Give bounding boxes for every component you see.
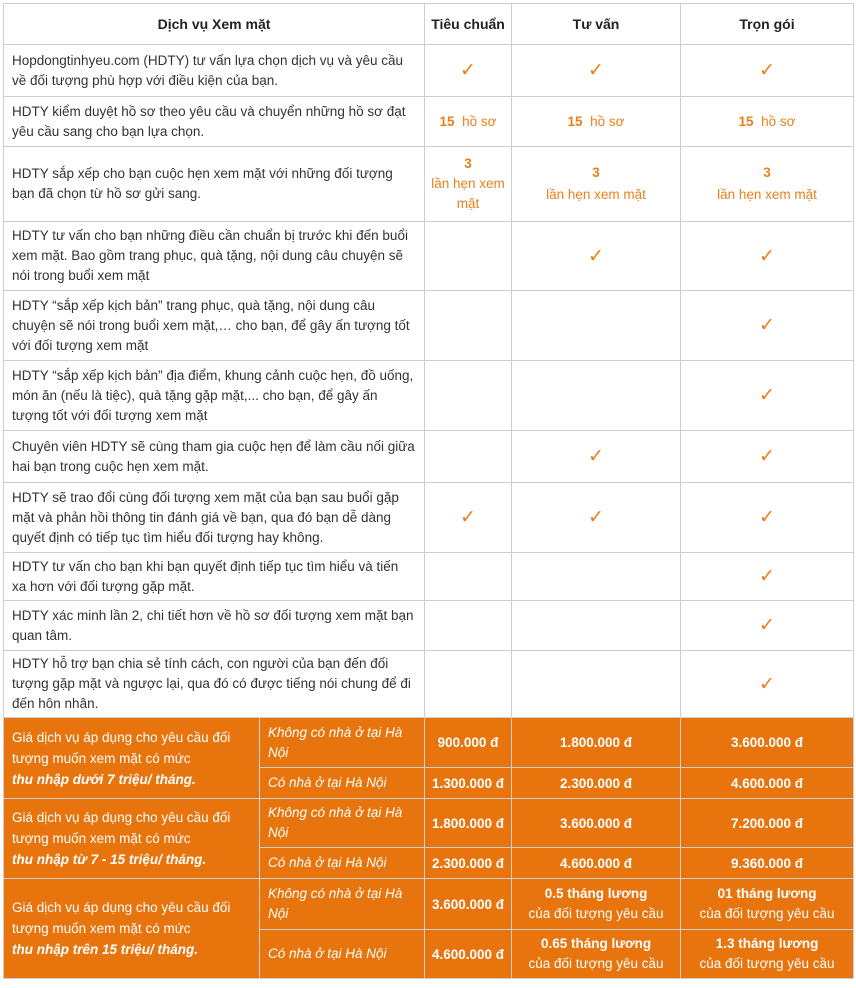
- price-package: 7.200.000 đ: [681, 799, 854, 848]
- price-package: 4.600.000 đ: [681, 768, 854, 799]
- row-description: HDTY kiểm duyệt hồ sơ theo yêu cầu và chuyển những hồ sơ đạt yêu cầu sang cho bạn lựa chọn.: [4, 97, 425, 147]
- price-consult: 1.800.000 đ: [512, 718, 681, 768]
- salary-sub: của đối tượng yêu cầu: [528, 956, 664, 971]
- table-row: [4, 97, 854, 147]
- table-row: [4, 651, 854, 718]
- profile-unit: hồ sơ: [590, 114, 625, 129]
- row-description: HDTY hỗ trợ bạn chia sẻ tính cách, con người của bạn đến đối tượng gặp mặt và ngược lại, qua đó có được tiếng nói chung để đi đến hôn nhân.: [4, 651, 425, 718]
- price-group-label: [4, 879, 260, 979]
- price-group-text: Giá dịch vụ áp dụng cho yêu cầu đối tượng muốn xem mặt có mức: [12, 810, 231, 846]
- price-consult: 3.600.000 đ: [512, 799, 681, 848]
- check-icon: ✓: [588, 446, 604, 467]
- condition-house: Có nhà ở tại Hà Nội: [260, 848, 425, 879]
- income-level: thu nhập dưới 7 triệu/ tháng.: [12, 771, 196, 787]
- table-row: [4, 291, 854, 361]
- price-package: 3.600.000 đ: [681, 718, 854, 768]
- table-row: [4, 553, 854, 601]
- row-description: HDTY sắp xếp cho bạn cuộc hẹn xem mặt với những đối tượng bạn đã chọn từ hồ sơ gửi sang.: [4, 147, 425, 222]
- table-header-row: [4, 4, 854, 45]
- table-row: [4, 45, 854, 97]
- check-icon: ✓: [759, 60, 775, 81]
- check-icon: ✓: [588, 507, 604, 528]
- income-level: thu nhập từ 7 - 15 triệu/ tháng.: [12, 852, 207, 867]
- check-icon: ✓: [588, 60, 604, 81]
- price-consult: 2.300.000 đ: [512, 768, 681, 799]
- price-consult: 4.600.000 đ: [512, 848, 681, 879]
- price-standard: 1.800.000 đ: [425, 799, 512, 848]
- price-package: [681, 879, 854, 930]
- row-description: Chuyên viên HDTY sẽ cùng tham gia cuộc hẹn để làm cầu nối giữa hai bạn trong cuộc hẹn xem mặt.: [4, 431, 425, 483]
- meeting-unit: lần hẹn xem mặt: [431, 176, 505, 211]
- price-consult: [512, 930, 681, 979]
- price-row: [4, 879, 854, 930]
- meeting-unit: lần hẹn xem mặt: [546, 187, 646, 202]
- row-description: HDTY tư vấn cho bạn khi bạn quyết định tiếp tục tìm hiểu và tiến xa hơn với đối tượng gặp mặt.: [4, 553, 425, 601]
- row-description: HDTY sẽ trao đổi cùng đối tượng xem mặt của bạn sau buổi gặp mặt và phản hồi thông tin đánh giá về bạn, qua đó bạn dễ dàng quyết định có tiếp tục tìm hiểu đối tượng hay không.: [4, 483, 425, 553]
- income-level: thu nhập trên 15 triệu/ tháng.: [12, 942, 199, 957]
- salary-ratio: 0.5 tháng lương: [544, 886, 648, 901]
- meeting-unit: lần hẹn xem mặt: [717, 187, 817, 202]
- check-icon: ✓: [759, 673, 775, 695]
- check-icon: ✓: [759, 446, 775, 467]
- check-icon: ✓: [759, 245, 775, 267]
- price-standard: 4.600.000 đ: [425, 930, 512, 979]
- price-standard: 3.600.000 đ: [425, 879, 512, 930]
- check-icon: ✓: [759, 507, 775, 528]
- price-package: [681, 930, 854, 979]
- condition-no-house: Không có nhà ở tại Hà Nội: [260, 799, 425, 848]
- price-group-text: Giá dịch vụ áp dụng cho yêu cầu đối tượng muốn xem mặt có mức: [12, 900, 231, 936]
- table-row: [4, 222, 854, 291]
- header-service: Dịch vụ Xem mặt: [4, 4, 425, 45]
- salary-sub: của đối tượng yêu cầu: [699, 906, 835, 921]
- profile-count: 15: [567, 114, 583, 129]
- check-icon: ✓: [460, 60, 476, 81]
- check-icon: ✓: [759, 385, 775, 406]
- price-group-label: [4, 799, 260, 879]
- check-icon: ✓: [759, 315, 775, 336]
- price-package: 9.360.000 đ: [681, 848, 854, 879]
- salary-ratio: 0.65 tháng lương: [540, 936, 652, 951]
- profile-count: 15: [439, 114, 455, 129]
- row-description: HDTY xác minh lần 2, chi tiết hơn về hồ sơ đối tượng xem mặt bạn quan tâm.: [4, 601, 425, 651]
- profile-count: 15: [738, 114, 754, 129]
- salary-ratio: 1.3 tháng lương: [715, 936, 819, 951]
- service-comparison-table: [3, 3, 854, 979]
- meeting-count: 3: [763, 165, 771, 180]
- condition-no-house: Không có nhà ở tại Hà Nội: [260, 879, 425, 930]
- price-standard: 1.300.000 đ: [425, 768, 512, 799]
- row-description: HDTY “sắp xếp kịch bản” địa điểm, khung cảnh cuộc hẹn, đồ uống, món ăn (nếu là tiệc), quà tặng gặp mặt,... cho bạn, để gây ấn tượng tốt với đối tượng xem mặt: [4, 361, 425, 431]
- table-row: [4, 483, 854, 553]
- price-row: [4, 799, 854, 848]
- price-standard: 2.300.000 đ: [425, 848, 512, 879]
- price-row: [4, 718, 854, 768]
- meeting-count: 3: [592, 165, 600, 180]
- header-package: Trọn gói: [681, 4, 854, 45]
- condition-house: Có nhà ở tại Hà Nội: [260, 768, 425, 799]
- header-standard: Tiêu chuẩn: [425, 4, 512, 45]
- price-group-label: [4, 718, 260, 799]
- condition-no-house: Không có nhà ở tại Hà Nội: [260, 718, 425, 768]
- row-description: HDTY tư vấn cho bạn những điều cần chuẩn bị trước khi đến buổi xem mặt. Bao gồm trang phục, quà tặng, nội dung câu chuyện sẽ nói trong buổi xem mặt: [4, 222, 425, 291]
- profile-unit: hồ sơ: [462, 114, 497, 129]
- check-icon: ✓: [460, 507, 476, 528]
- header-consult: Tư vấn: [512, 4, 681, 45]
- table-row: [4, 431, 854, 483]
- profile-unit: hồ sơ: [761, 114, 796, 129]
- salary-sub: của đối tượng yêu cầu: [528, 906, 664, 921]
- salary-sub: của đối tượng yêu cầu: [699, 956, 835, 971]
- condition-house: Có nhà ở tại Hà Nội: [260, 930, 425, 979]
- price-standard: 900.000 đ: [425, 718, 512, 768]
- check-icon: ✓: [759, 566, 775, 587]
- table-row: [4, 601, 854, 651]
- table-row: [4, 147, 854, 222]
- row-description: Hopdongtinhyeu.com (HDTY) tư vấn lựa chọn dịch vụ và yêu cầu về đối tượng phù hợp với điều kiện của bạn.: [4, 45, 425, 97]
- check-icon: ✓: [588, 245, 604, 267]
- salary-ratio: 01 tháng lương: [717, 886, 817, 901]
- check-icon: ✓: [759, 615, 775, 636]
- meeting-count: 3: [464, 156, 472, 171]
- table-row: [4, 361, 854, 431]
- price-consult: [512, 879, 681, 930]
- row-description: HDTY “sắp xếp kịch bản” trang phục, quà tặng, nội dung câu chuyện sẽ nói trong buổi xem mặt,… cho bạn, để gây ấn tượng tốt với đối tượng xem mặt: [4, 291, 425, 361]
- price-group-text: Giá dịch vụ áp dụng cho yêu cầu đối tượng muốn xem mặt có mức: [12, 729, 231, 766]
